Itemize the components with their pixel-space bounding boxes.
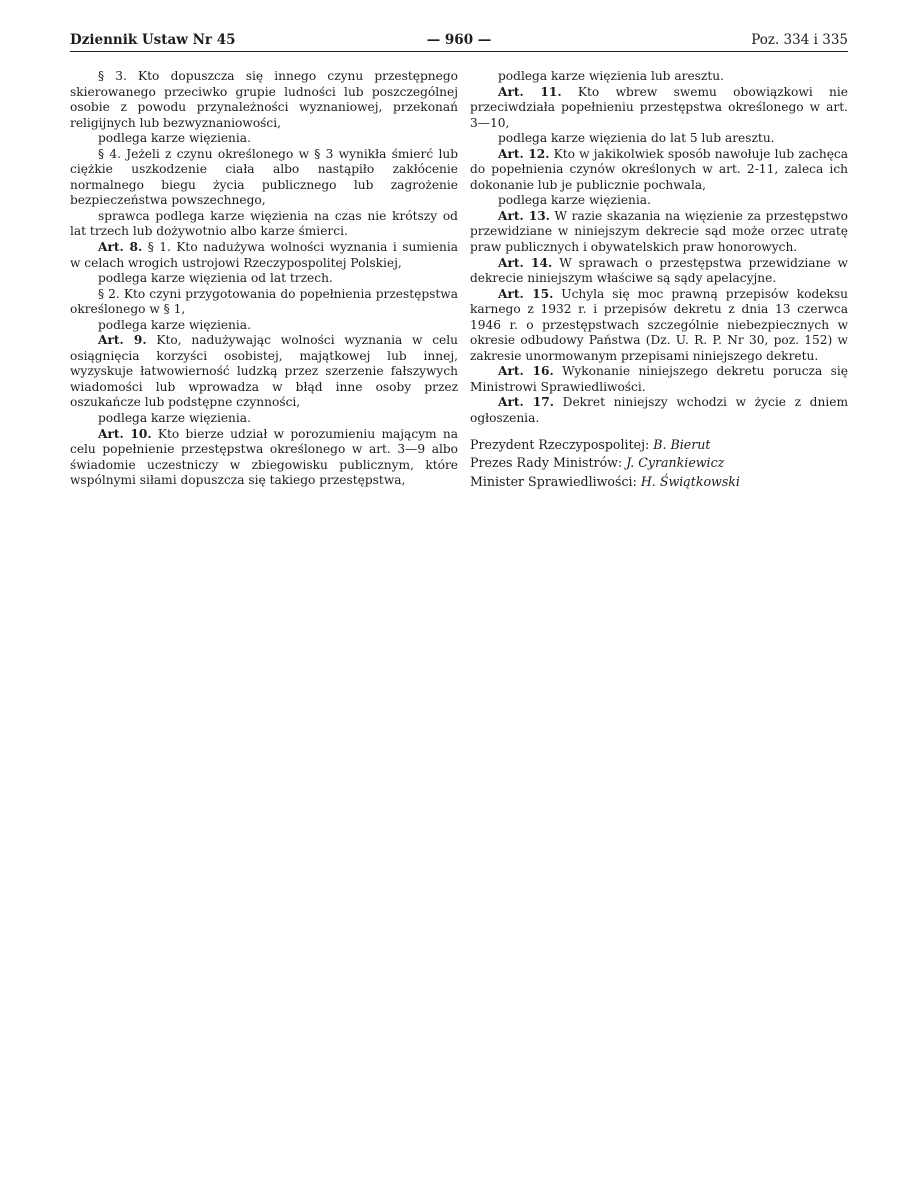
paragraph <box>70 318 458 334</box>
signatory-role: Prezydent Rzeczypospolitej: <box>470 436 650 452</box>
paragraph <box>470 69 848 85</box>
paragraph-text: § 1. Kto nadużywa wolności wyznania i sumienia w celach wrogich ustrojowi Rzeczypospolitej Polskiej, <box>70 240 458 270</box>
paragraph-text: sprawca podlega karze więzienia na czas nie krótszy od lat trzech lub dożywotnio albo karze śmierci. <box>70 208 458 239</box>
article-label: Art. 17. <box>498 395 554 410</box>
paragraph <box>70 271 458 287</box>
paragraph <box>70 333 458 411</box>
paragraph <box>470 147 848 194</box>
left-column <box>70 69 458 489</box>
signatory-name: J. Cyrankiewicz <box>626 455 725 471</box>
signature-line <box>470 454 848 473</box>
paragraph <box>70 287 458 318</box>
page-header <box>70 32 848 52</box>
paragraph-text: § 3. Kto dopuszcza się innego czynu przestępnego skierowanego przeciwko grupie ludności lub poszczególnej osobie z powodu przynależności wyznaniowej, przekonań religijnych lub bezwyznaniowości, <box>70 69 458 130</box>
article-label: Art. 10. <box>98 426 152 441</box>
paragraph <box>70 209 458 240</box>
signature-block <box>470 436 848 492</box>
article-label: Art. 12. <box>498 146 550 161</box>
paragraph <box>70 131 458 147</box>
paragraph-text: podlega karze więzienia. <box>498 193 651 208</box>
paragraph <box>470 209 848 256</box>
paragraph <box>470 131 848 147</box>
paragraph-text: Kto wbrew swemu obowiązkowi nie przeciwdziała popełnieniu przestępstwa określonego w art. 3—10, <box>470 84 848 130</box>
paragraph-text: podlega karze więzienia. <box>98 411 251 426</box>
paragraph <box>470 256 848 287</box>
article-label: Art. 8. <box>98 240 143 255</box>
paragraph <box>70 147 458 209</box>
paragraph-text: § 4. Jeżeli z czynu określonego w § 3 wynikła śmierć lub ciężkie uszkodzenie ciała albo nastąpiło zakłócenie normalnego biegu życia publicznego lub zagrożenie bezpieczeństwa powszechnego, <box>70 146 458 208</box>
paragraph <box>470 85 848 132</box>
paragraph-text: podlega karze więzienia. <box>98 131 251 146</box>
right-column <box>470 69 848 491</box>
signatory-name: B. Bierut <box>653 436 711 452</box>
paragraph-text: W sprawach o przestępstwa przewidziane w dekrecie niniejszym właściwe są sądy apelacyjne. <box>470 255 848 286</box>
page-number: — 960 — <box>426 32 492 48</box>
paragraph <box>70 240 458 271</box>
paragraph-text: podlega karze więzienia do lat 5 lub aresztu. <box>498 131 775 146</box>
article-label: Art. 13. <box>498 208 550 223</box>
paragraph-text: Kto, nadużywając wolności wyznania w celu osiągnięcia korzyści osobistej, majątkowej lub innej, wyzyskuje łatwowierność ludzką przez szerzenie fałszywych wiadomości lub wprowadza w błąd inne osoby przez oszukańcze lub podstępne czynności, <box>70 333 458 410</box>
journal-title: Dziennik Ustaw Nr 45 <box>70 32 236 48</box>
paragraph <box>70 427 458 489</box>
paragraph <box>470 395 848 426</box>
paragraph <box>470 364 848 395</box>
article-label: Art. 15. <box>498 286 554 301</box>
paragraph <box>70 411 458 427</box>
paragraph <box>470 193 848 209</box>
signatory-role: Prezes Rady Ministrów: <box>470 455 623 471</box>
paragraph-text: § 2. Kto czyni przygotowania do popełnienia przestępstwa określonego w § 1, <box>70 286 458 317</box>
article-label: Art. 9. <box>98 333 147 348</box>
paragraph-text: Kto bierze udział w porozumieniu mającym na celu popełnienie przestępstwa określonego w art. 3—9 albo świadomie uczestniczy w zbiegowisku publicznym, które wspólnymi siłami dopuszcza się takiego przestępstwa, <box>70 426 458 488</box>
signatory-name: H. Świątkowski <box>640 473 740 489</box>
paragraph-text: Wykonanie niniejszego dekretu porucza się Ministrowi Sprawiedliwości. <box>470 364 848 394</box>
article-label: Art. 11. <box>498 84 562 99</box>
paragraph-text: Dekret niniejszy wchodzi w życie z dniem ogłoszenia. <box>470 395 848 426</box>
paragraph <box>470 287 848 365</box>
paragraph-text: podlega karze więzienia. <box>98 317 251 332</box>
article-label: Art. 16. <box>498 364 554 379</box>
signature-line <box>470 436 848 455</box>
paragraph-text: Kto w jakikolwiek sposób nawołuje lub zachęca do popełnienia czynów określonych w art. 2-11, zaleca ich dokonanie lub je publicznie pochwala, <box>470 146 848 192</box>
paragraph-text: W razie skazania na więzienie za przestępstwo przewidziane w niniejszym dekrecie sąd może orzec utratę praw publicznych i obywatelskich praw honorowych. <box>470 208 848 255</box>
article-label: Art. 14. <box>498 255 553 270</box>
position-reference: Poz. 334 i 335 <box>751 32 848 48</box>
paragraph-text: Uchyla się moc prawną przepisów kodeksu karnego z 1932 r. i przepisów dekretu z dnia 13 czerwca 1946 r. o przestępstwach szczególnie niebezpiecznych w okresie odbudowy Państwa (Dz. U. R. P. Nr 30, poz. 152) w zakresie unormowanym przepisami niniejszego dekretu. <box>470 286 848 363</box>
signatory-role: Minister Sprawiedliwości: <box>470 473 637 489</box>
paragraph-text: podlega karze więzienia lub aresztu. <box>498 69 724 83</box>
paragraph <box>70 69 458 131</box>
header-rule <box>70 51 848 52</box>
signature-line <box>470 473 848 492</box>
paragraph-text: podlega karze więzienia od lat trzech. <box>98 271 333 286</box>
